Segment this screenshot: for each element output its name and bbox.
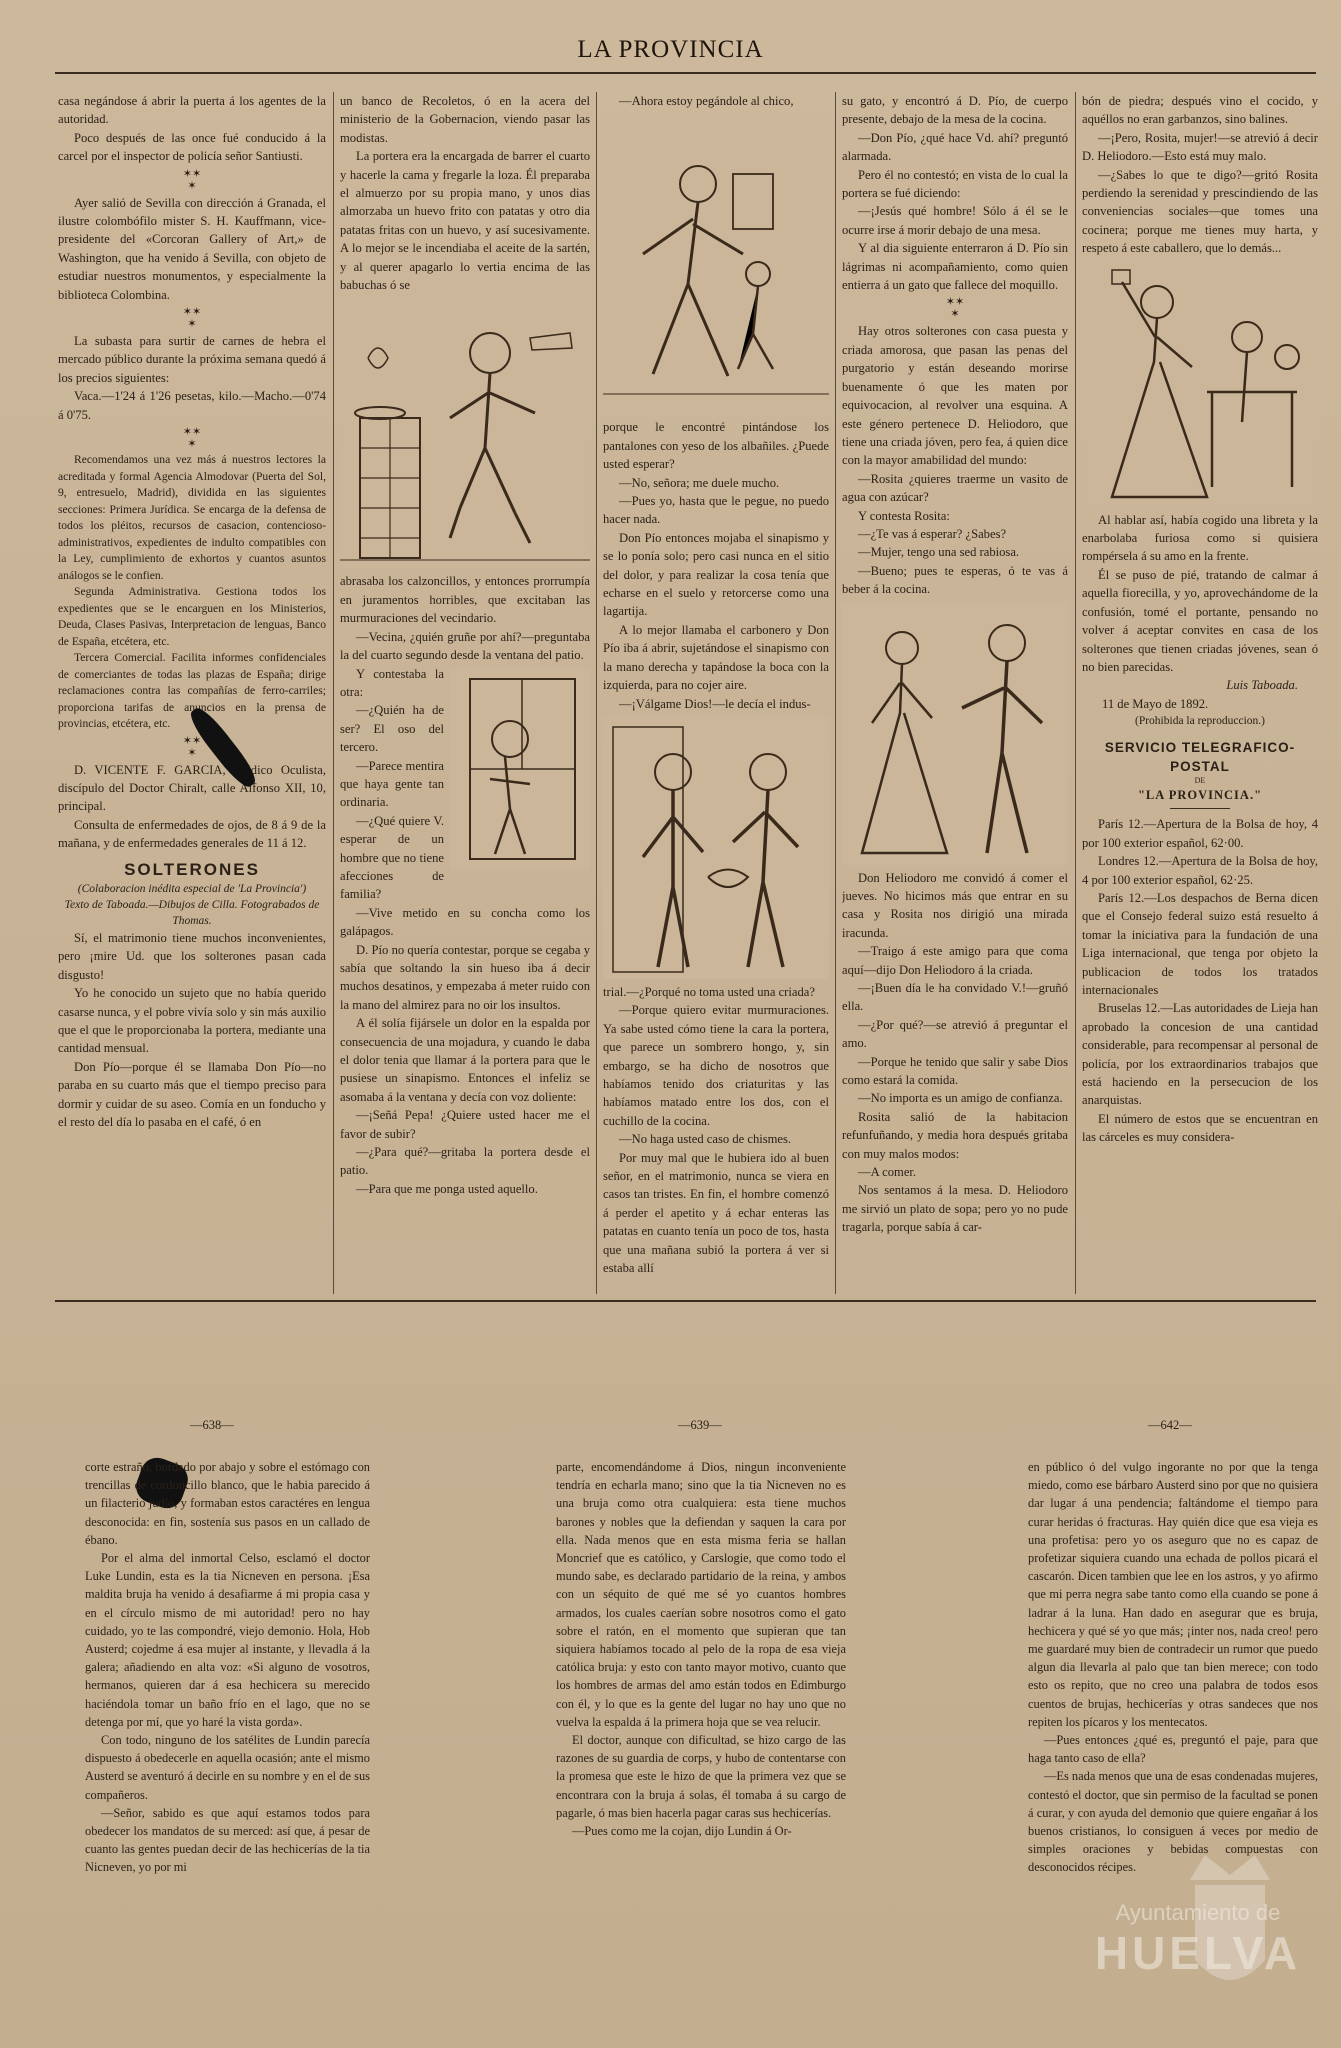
paragraph: —¡Señá Pepa! ¿Quiere usted hacer me el favor de subir? — [340, 1108, 590, 1141]
column-5 — [1082, 92, 1318, 1297]
paragraph: —¿Quién ha de ser? El oso del tercero. — [340, 703, 444, 755]
section-separator: ✶✶ ✶ — [182, 306, 202, 331]
watermark-line-1: Ayuntamiento de — [1115, 1900, 1281, 1925]
paragraph: —Ahora estoy pegándole al chico, — [619, 94, 794, 108]
paragraph: Poco después de las once fué conducido á la carcel por el inspector de policía señor Santiusti. — [58, 130, 326, 164]
paragraph: —Para que me ponga usted aquello. — [356, 1181, 538, 1196]
paragraph: —Parece mentira que haya gente tan ordinaria. — [340, 758, 444, 810]
paragraph: Con todo, ninguno de los satélites de Lundin parecía dispuesto á obedecerle en aquella ocasión; ante el mismo Austerd se aventuró á decirle en su nombre y en el de sus compañeros. — [85, 1733, 370, 1802]
illustration-portera-with-child — [603, 114, 829, 414]
paragraph: —¿Sabes lo que te digo?—gritó Rosita perdiendo la serenidad y prescindiendo de las conveniencias sociales—que tomes una cocinera; porque me tienes muy harta, y respeto á este caballero, que lo demás... — [1082, 167, 1318, 256]
divider — [1170, 808, 1230, 809]
paragraph: Y al dia siguiente enterraron á D. Pío sin lágrimas ni acompañamiento, como quien entierra á un gato que fallece del moquillo. — [842, 241, 1068, 293]
paragraph: —Rosita ¿quieres traerme un vasito de agua con azúcar? — [842, 471, 1068, 505]
paragraph: Consulta de enfermedades de ojos, de 8 á 9 de la mañana, y de enfermedades generales de 11 á 12. — [58, 817, 326, 851]
paragraph: —Vecina, ¿quién gruñe por ahí?—preguntaba la del cuarto segundo desde la ventana del patio. — [340, 629, 590, 663]
paragraph: Bruselas 12.—Las autoridades de Lieja han aprobado la concesion de una cantidad considerable, para recompensar al personal de policía, por los extraordinarios trabajos que está haciendo en la persecucion de los anarquistas. — [1082, 1001, 1318, 1108]
paragraph: La subasta para surtir de carnes de hebra el mercado público durante la próxima semana quedó á los precios siguientes: — [58, 334, 326, 385]
paragraph: —¡Buen día le ha convidado V.!—gruñó ella. — [842, 981, 1068, 1014]
paragraph: Recomendamos una vez más á nuestros lectores la acreditada y formal Agencia Almodovar (Puerta del Sol, 9, entresuelo, Madrid), dividida en las siguientes secciones: Primera Jurídica. Se encarga de la defensa de todos los pléitos, recursos de casacion, contencioso-administrativos, expedientes de indulto compatibles con la Ley, cumplimiento de exhortos y cuantos asuntos análogos se le confien. — [58, 453, 326, 582]
paragraph: Don Pío entonces mojaba el sinapismo y se lo ponía solo; pero casi nunca en el sitio del dolor, y para realizar la cosa tenía que echarse en el suelo y retorcerse como una lagartija. — [603, 530, 829, 619]
paragraph: —¿Por qué?—se atrevió á preguntar el amo. — [842, 1017, 1068, 1051]
section-separator: ✶✶ ✶ — [182, 426, 202, 451]
top-rule — [55, 72, 1316, 74]
paragraph: —Bueno; pues te esperas, ó te vas á beber á la cocina. — [842, 563, 1068, 597]
paragraph: —Porque quiero evitar murmuraciones. Ya sabe usted cómo tiene la cara la portera, que parece un sombrero hongo, y, sin embargo, se ha dicho de nosotros que habíamos tenido dos criaturitas y las habíamos matado entre los dos, con el cuchillo de la cocina. — [603, 1003, 829, 1128]
paragraph: Tercera Comercial. Facilita informes confidenciales de comerciantes de todas las plazas de España; dirige reclamaciones contra las compañías de ferro-carriles; proporciona tarifas de anuncios en la prensa de provincias, etcétera, etc. — [58, 651, 326, 731]
paragraph: un banco de Recoletos, ó en la acera del ministerio de la Gobernacion, viendo pasar las modistas. — [340, 94, 590, 145]
paragraph: —Mujer, tengo una sed rabiosa. — [858, 545, 1020, 560]
column-4 — [842, 92, 1068, 1297]
column-2 — [340, 92, 590, 1297]
paragraph: El número de estos que se encuentran en las cárceles es muy considera- — [1082, 1111, 1318, 1145]
text-with-illustration — [340, 665, 590, 904]
archive-watermark — [1055, 1900, 1341, 1980]
paragraph: bón de piedra; después vino el cocido, y aquéllos no eran garbanzos, sino balines. — [1082, 94, 1318, 127]
paragraph: Sí, el matrimonio tiene muchos inconvenientes, pero ¡mire Ud. que los solterones pasan cada disgusto! — [58, 931, 326, 982]
paragraph: —¿Te vas á esperar? ¿Sabes? — [858, 526, 1007, 541]
paragraph: —¿Para qué?—gritaba la portera desde el patio. — [340, 1145, 590, 1178]
masthead: LA PROVINCIA — [577, 36, 764, 63]
column-rule — [1075, 92, 1076, 1294]
paragraph: El doctor, aunque con dificultad, se hizo cargo de las razones de su guardia de corps, y hubo de contentarse con la promesa que este le hizo de que la primera vez que se encontrara con la bruja á solas, él tomaba á su cargo de pagarle, ó mas bien hacerla pagar caras sus hechicerías. — [556, 1733, 846, 1820]
paragraph: Pero él no contestó; en vista de lo cual la portera se fué diciendo: — [842, 167, 1068, 201]
paragraph: —¡Jesús qué hombre! Sólo á él se le ocurre irse á morir debajo de una mesa. — [842, 204, 1068, 237]
paragraph: Él se puso de pié, tratando de calmar á aquella fiorecilla, y yo, aprovechándome de la confusión, tomé el portante, pensando no volver á aceptar convites en casa de los solterones que tienen criadas jóvenes, sean ó no bien parecidas. — [1082, 567, 1318, 674]
paragraph: Hay otros solterones con casa puesta y criada amorosa, que pasan las penas del purgatorio y están deseando morirse buenamente ó que les maten por equivocacion, al revolver una esquina. A este género pertenece D. Heliodoro, que tiene una criada jóven, pero fea, á quien dice con la mayor amabilidad del mundo: — [842, 324, 1068, 468]
paragraph: Rosita salió de la habitacion refunfuñando, y media hora después gritaba con muy malos modos: — [842, 1109, 1068, 1161]
paragraph: —Es nada menos que una de esas condenadas mujeres, contestó el doctor, que sin permiso de la facultad se ponen á curar, y con ayuda del demonio que quiere engañar á los buenos cristianos, lo consiguen á veces por medio de simples oraciones y bebidas compuestas con desconocidos récipes. — [1028, 1769, 1318, 1875]
paragraph: —No, señora; me duele mucho. — [619, 475, 780, 490]
paragraph: abrasaba los calzoncillos, y entonces prorrumpía en juramentos horribles, que excitaban las murmuraciones del vecindario. — [340, 574, 590, 626]
paragraph: —Señor, sabido es que aquí estamos todos para obedecer los mandatos de su merced: así que, á pesar de cuanto las gentes puedan decir de las hechicerías de la tia Nicneven, yo por mi — [85, 1805, 370, 1875]
telegraph-paper-name: "LA PROVINCIA." — [1137, 787, 1263, 802]
paragraph: París 12.—Los despachos de Berna dicen que el Consejo federal suizo está resuelto á tomar la iniciativa para la fundación de una Liga internacional, que tenga por objeto la publicacion de todos los tratados internacionales — [1082, 890, 1318, 997]
paragraph: Londres 12.—Apertura de la Bolsa de hoy, 4 por 100 exterior español, 62·25. — [1082, 854, 1318, 887]
paragraph: Y contesta Rosita: — [858, 508, 950, 523]
paragraph: corte estraño, bordado por abajo y sobre el estómago con trencillas de cordoncillo blanco, que le habia parecido á un filacterio judío, y formaban estos caractéres en lengua desconocida: en fin, sostenía sus pasos en un callado de ébano. — [85, 1460, 370, 1547]
paragraph: —Porque he tenido que salir y sabe Dios como estará la comida. — [842, 1054, 1068, 1088]
telegraph-de: DE — [1194, 775, 1206, 785]
paragraph: en público ó del vulgo ingorante no por que la tenga miedo, como ese bárbaro Austerd sino por que no quisiera dar lugar á una pendencia; faltándome el tiempo para curar heridas ó fracturas. Hay quién dice que esa vieja es una profetisa: pero yo os aseguro que no es capaz de profetizar siquiera cuando una echada de pollos picará el cascarón. Dicen tambien que lee en los astros, y yo afirmo que mi perra negra sabe tanto como ella cuando se pone á ladrar á la luna. Han dado en asegurar que es bruja, hechicera y qué sé yo que más; ¡inter nos, nada creo! pero me guardaré muy bien de contradecir un rumor que puedo algun dia llevarla al palo que tan bien merece; con todo esto os repito, que no creo una palabra de todos esos cuentos de brujas, hechicerías y otras sandeces que nos repiten los pícaros y los mentecatos. — [1028, 1460, 1318, 1729]
illustration-maid-and-master — [842, 603, 1068, 865]
watermark-line-2: HUELVA — [1094, 1927, 1302, 1979]
paragraph: La portera era la encargada de barrer el cuarto y hacerle la cama y fregarle la loza. Él preparaba el almuerzo por su propia mano, y unos dias almorzaba un huevo frito con patatas y otro dia patatas fritas con un huevo, y así sucesivamente. A lo mejor se le incendiaba el aceite de la sartén, y al querer apagarlo lo vertia encima de las babuchas ó se — [340, 149, 590, 293]
serial-page-638 — [85, 1458, 370, 1938]
paragraph: Nos sentamos á la mesa. D. Heliodoro me sirvió un plato de sopa; pero yo no pude tragarla, porque sabía á car- — [842, 1183, 1068, 1235]
fold-rule — [55, 1300, 1316, 1302]
column-3 — [603, 92, 829, 1297]
paragraph: D. Pío no quería contestar, porque se cegaba y sabía que soltando la sin hueso iba á decir muchos desatinos, y empezaba á meter ruido con la mano del almirez para no oir los insultos. — [340, 942, 590, 1012]
paragraph: trial.—¿Porqué no toma usted una criada? — [603, 984, 815, 999]
section-separator: ✶✶ ✶ — [945, 296, 965, 321]
paragraph: Vaca.—1'24 á 1'26 pesetas, kilo.—Macho.—0'74 á 0'75. — [58, 389, 326, 422]
paragraph: París 12.—Apertura de la Bolsa de hoy, 4 por 100 exterior español, 62·00. — [1082, 817, 1318, 850]
article-title: SOLTERONES — [124, 859, 260, 879]
paragraph: —Pues yo, hasta que le pegue, no puedo hacer nada. — [603, 494, 829, 527]
paragraph: —Pues como me la cojan, dijo Lundin á Or- — [572, 1824, 792, 1839]
paragraph: casa negándose á abrir la puerta á los agentes de la autoridad. — [58, 94, 326, 127]
paragraph: Ayer salió de Sevilla con dirección á Granada, el ilustre colombófilo mister S. H. Kauffmann, vice-presidente del «Corcoran Gallery of Art,» de Washington, que ha venido á Sevilla, con objeto de estudiar nuestros monumentos, y especialmente la biblioteca Colombina. — [58, 195, 326, 302]
paragraph: —¡Pero, Rosita, mujer!—se atrevió á decir D. Heliodoro.—Esto está muy malo. — [1082, 130, 1318, 164]
paragraph: Segunda Administrativa. Gestiona todos los expedientes que se le encarguen en los Ministerios, Deuda, Clases Pasivas, Interpretacion de lenguas, Banco de España, etcétera, etc. — [58, 585, 326, 648]
illustration-maid-with-notebook — [1082, 262, 1318, 507]
author-signature: Luis Taboada. — [1226, 678, 1298, 693]
paragraph: —Vive metido en su concha como los galápagos. — [340, 905, 590, 939]
paragraph: Al hablar así, había cogido una libreta y la enarbolaba furiosa como si quisiera rompérsela á su amo en la frente. — [1082, 512, 1318, 564]
paragraph: Por el alma del inmortal Celso, esclamó el doctor Luke Lundin, esta es la tia Nicneven en persona. ¡Esa maldita bruja ha venido á desafiarme á mi propia casa y en el círculo mismo de mi autoridad! pero no hay cuidado, yo te las compondré, viejo demonio. Hola, Hob Austerd; cojedme á esa mujer al instante, y llevadla á la galera; añadiendo en alta voz: «Si alguno de vosotros, hermanos, quieren dar á esa hechicera su merecido haciéndola tomar un baño frío en el lago, que no se detenga por mí, que yo haré la vista gorda». — [85, 1551, 370, 1729]
section-separator: ✶✶ ✶ — [182, 167, 202, 192]
paragraph: —No importa es un amigo de confianza. — [858, 1091, 1063, 1106]
paragraph: parte, encomendándome á Dios, ningun inconveniente tendría en echarla mano; sino que la tia Nicneven no es una bruja como otra cualquiera: esta tiene muchos barones y nobles que la defiendan y saquen la cara por ella. Nada menos que en esta misma feria se hallan Moncrief que es católico, y Carslogie, que como todo el mundo sabe, es declarado partidario de la reina, y ambos con un séquito de qué me sé yo cuantos hombres armados, los cuales caerían sobre nosotros como el gato sobre el ratón, en el momento que supieran que tan siquiera habíamos tocado al pelo de la ropa de esa vieja católica bruja: y esto con tanto mayor motivo, cuanto que los hombres de armas del amo están todos en Edimburgo con él, y lo que es la gente del lugar no hay uno que no vuelva la espalda á la primera hoja que se vea relucir. — [556, 1460, 846, 1729]
paragraph: Don Pío—porque él se llamaba Don Pío—no paraba en su cuarto más que el tiempo preciso para dormir y cuidar de su aseo. Comía en un fonducho y el resto del día lo pasaba en el café, ó en — [58, 1059, 326, 1130]
article-subtitle: (Colaboracion inédita especial de 'La Provincia') — [77, 883, 307, 896]
serial-page-639 — [556, 1458, 846, 1938]
article-credits: Texto de Taboada.—Dibujos de Cilla. Fotograbados de Thomas. — [64, 899, 320, 928]
paragraph: —Traigo á este amigo para que coma aquí—dijo Don Heliodoro á la criada. — [842, 944, 1068, 977]
column-rule — [835, 92, 836, 1294]
reproduction-note: (Prohibida la reproduccion.) — [1135, 715, 1265, 728]
illustration-coalman-at-door — [603, 717, 829, 979]
paragraph: —Don Pío, ¿qué hace Vd. ahí? preguntó alarmada. — [842, 130, 1068, 164]
paragraph: Yo he conocido un sujeto que no había querido casarse nunca, y el pobre vivía solo y sin más auxilio que el que le proporcionaba la portera, mediante una cantidad mensual. — [58, 986, 326, 1056]
column-1 — [58, 92, 326, 1297]
page-number: —642— — [1148, 1418, 1192, 1432]
page-number: —639— — [678, 1418, 722, 1432]
page-number: —638— — [190, 1418, 234, 1432]
paragraph: D. VICENTE F. GARCIA, Médico Oculista, discípulo del Doctor Chiralt, calle Alfonso XII, 10, principal. — [58, 762, 326, 814]
paragraph: Y contestaba la otra: — [340, 666, 444, 699]
paragraph: su gato, y encontró á D. Pío, de cuerpo presente, debajo de la mesa de la cocina. — [842, 94, 1068, 127]
paragraph: —A comer. — [858, 1165, 917, 1180]
paragraph: —¡Válgame Dios!—le decía el indus- — [619, 696, 811, 711]
paragraph: Don Heliodoro me convidó á comer el jueves. No hicimos más que entrar en su casa y Rosita nos dirigió una mirada iracunda. — [842, 870, 1068, 940]
column-rule — [596, 92, 597, 1294]
illustration-window-neighbor — [450, 669, 590, 869]
paragraph: A lo mejor llamaba el carbonero y Don Pío iba á abrir, sujetándose el sinapismo con la mano derecha y tapándose la boca con la izquierda, para no cojer aire. — [603, 622, 829, 693]
section-separator: ✶✶ ✶ — [182, 734, 202, 759]
paragraph: —Pues entonces ¿qué es, preguntó el paje, para que haga tanto caso de ella? — [1028, 1733, 1318, 1766]
paragraph: —¿Qué quiere V. esperar de un hombre que no tiene afecciones de familia? — [340, 813, 444, 902]
telegraph-section-title: SERVICIO TELEGRAFICO-POSTAL — [1104, 740, 1296, 774]
illustration-man-cooking — [340, 298, 590, 568]
paragraph: Por muy mal que le hubiera ido al buen señor, en el matrimonio, nunca se viera en casos tan tristes. En fin, el hombre comenzó á perder el apetito y á echar enteras las patatas en cuanto tenía un poco de tos, hasta que una mañana subió la portera á ver si estaba allí — [603, 1150, 829, 1275]
dateline: 11 de Mayo de 1892. — [1102, 696, 1209, 711]
column-rule — [333, 92, 334, 1294]
paragraph: porque le encontré pintándose los pantalones con yeso de los albañiles. ¿Puede usted esperar? — [603, 420, 829, 472]
paragraph: —No haga usted caso de chismes. — [619, 1132, 792, 1147]
paragraph: A él solía fijársele un dolor en la espalda por consecuencia de una mojadura, y cuando le daba el dolor tenia que llamar á la portera para que le pusiese un sinapismo. Entonces el infeliz se asomaba á la ventana y decía con voz doliente: — [340, 1016, 590, 1104]
